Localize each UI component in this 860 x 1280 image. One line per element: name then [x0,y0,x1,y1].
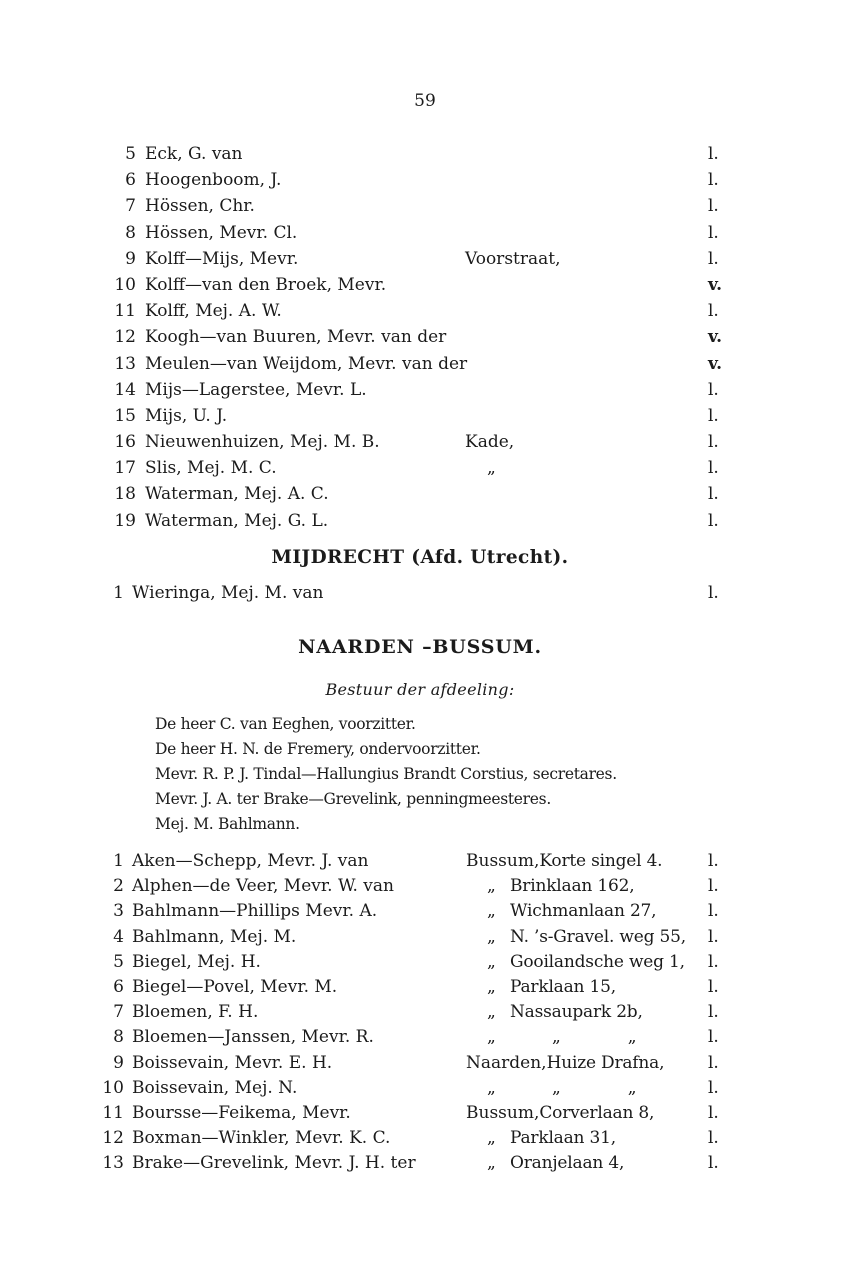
member-name: Waterman, Mej. G. L. [145,510,329,531]
board-title: Bestuur der afdeeling: [325,680,515,699]
member-address: Voorstraat, [465,248,561,269]
member-name: Kolff, Mej. A. W. [145,301,282,322]
member-row [0,141,860,167]
member-number: 16 [114,432,136,453]
member-row [0,481,860,507]
member-name: Waterman, Mej. A. C. [145,484,329,505]
member-name: Brake—Grevelink, Mevr. J. H. ter [132,1153,416,1174]
member-name: Kolff—van den Broek, Mevr. [145,274,387,295]
member-row [0,351,860,377]
member-number: 5 [125,144,136,164]
membership-status: l. [708,170,719,191]
member-row [0,1151,860,1176]
ditto-mark: „ „ [552,1027,637,1048]
address-street: Nassaupark 2b, [510,1002,643,1023]
member-number: 10 [114,274,136,295]
member-row [0,272,860,298]
member-name: Alphen—de Veer, Mevr. W. van [132,876,394,897]
member-row [0,377,860,403]
ditto-mark: „ [487,976,496,997]
membership-status: l. [708,405,719,426]
member-number: 13 [102,1153,124,1174]
member-name: Nieuwenhuizen, Mej. M. B. [145,432,380,453]
member-row [0,167,860,193]
member-row [0,193,860,219]
address-street: Corverlaan 8, [539,1102,655,1123]
member-row [0,874,860,899]
member-row [0,403,860,429]
membership-status: l. [708,1153,719,1174]
member-address [466,874,634,899]
board-member-line: De heer H. N. de Fremery, ondervoorzitter. [155,740,481,758]
member-number: 18 [114,484,136,505]
membership-status: l. [708,458,719,479]
address-street: Brinklaan 162, [510,876,635,897]
member-number: 6 [113,976,124,997]
member-name: Biegel—Povel, Mevr. M. [132,976,338,997]
member-name: Bahlmann, Mej. M. [132,926,297,947]
address-street: Parklaan 31, [510,1128,616,1149]
board-member-line: Mej. M. Bahlmann. [155,815,300,833]
member-row [0,508,860,534]
member-number: 11 [114,301,136,322]
page-number: 59 [414,91,436,111]
ditto-mark: „ [487,1153,496,1174]
member-name: Boursse—Feikema, Mevr. [132,1102,351,1123]
member-number: 4 [113,926,124,947]
member-number: 5 [113,951,124,972]
membership-status: l. [708,901,719,922]
member-number: 13 [114,353,136,374]
member-address [466,1126,616,1151]
address-city: Bussum, [466,851,540,871]
member-row [0,324,860,350]
ditto-mark: „ [487,1128,496,1149]
member-name: Boissevain, Mevr. E. H. [132,1052,333,1073]
member-number: 1 [113,851,124,871]
member-name: Kolff—Mijs, Mevr. [145,248,299,269]
address-street: Parklaan 15, [510,976,616,997]
member-number: 10 [102,1077,124,1098]
membership-status: l. [708,1027,719,1048]
member-address [466,1076,636,1101]
address-street: Korte singel 4. [539,851,663,871]
ditto-mark: „ [487,926,496,947]
member-row [0,220,860,246]
member-number: 2 [113,876,124,897]
member-row [0,1025,860,1050]
membership-status: l. [708,926,719,947]
membership-status: l. [708,951,719,972]
member-list-mijdrecht [0,581,860,606]
member-name: Bloemen—Janssen, Mevr. R. [132,1027,374,1048]
member-row [0,1000,860,1025]
member-row [0,899,860,924]
ditto-mark: „ [487,458,496,479]
membership-status: l. [708,301,719,322]
ditto-mark: „ [487,901,496,922]
member-number: 12 [102,1128,124,1149]
membership-status: l. [708,1077,719,1098]
member-name: Hoogenboom, J. [145,170,282,191]
membership-status: l. [708,379,719,400]
member-name: Boissevain, Mej. N. [132,1077,298,1098]
member-number: 7 [113,1002,124,1023]
member-number: 9 [125,248,136,269]
membership-status: l. [708,432,719,453]
member-row [0,581,860,606]
member-address [466,899,656,924]
member-row [0,455,860,481]
member-name: Biegel, Mej. H. [132,951,261,972]
membership-status: l. [708,222,719,243]
member-number: 3 [113,901,124,922]
member-list-naarden-bussum [0,849,860,1176]
membership-status: l. [708,976,719,997]
member-number: 14 [114,379,136,400]
member-row [0,429,860,455]
section-heading-naarden-bussum: NAARDEN –BUSSUM. [298,636,542,658]
section-heading-mijdrecht: MIJDRECHT (Afd. Utrecht). [271,547,569,568]
member-number: 15 [114,405,136,426]
member-list-continued [0,141,860,534]
ditto-mark: „ [487,876,496,897]
membership-status: l. [708,1052,719,1073]
membership-status: l. [708,196,719,217]
membership-status: l. [708,876,719,897]
membership-status: l. [708,1128,719,1149]
member-number: 19 [114,510,136,531]
member-row [0,1126,860,1151]
ditto-mark: „ [487,1077,496,1098]
member-address [466,849,662,874]
member-name: Hössen, Mevr. Cl. [145,222,298,243]
member-number: 12 [114,327,136,348]
member-name: Wieringa, Mej. M. van [132,583,324,603]
member-address [466,925,686,950]
member-address [466,1051,664,1076]
address-street: Gooilandsche weg 1, [510,951,685,972]
member-name: Slis, Mej. M. C. [145,458,277,479]
membership-status: l. [708,484,719,505]
membership-status: v. [708,274,723,295]
membership-status: l. [708,510,719,531]
member-row [0,925,860,950]
member-name: Aken—Schepp, Mevr. J. van [132,851,369,871]
board-member-list [155,712,617,837]
address-street: Wichmanlaan 27, [510,901,657,922]
board-member-line: De heer C. van Eeghen, voorzitter. [155,715,416,733]
member-name: Mijs, U. J. [145,405,228,426]
membership-status: l. [708,1102,719,1123]
member-row [0,1051,860,1076]
member-address [466,1151,624,1176]
member-address [466,1101,654,1126]
member-name: Eck, G. van [145,144,243,164]
member-row [0,298,860,324]
ditto-mark: „ [487,1027,496,1048]
membership-status: v. [708,327,723,348]
member-name: Hössen, Chr. [145,196,255,217]
address-street: Huize Drafna, [546,1052,665,1073]
member-number: 6 [125,170,136,191]
member-address [466,975,616,1000]
membership-status: l. [708,583,719,603]
member-name: Bloemen, F. H. [132,1002,259,1023]
member-name: Boxman—Winkler, Mevr. K. C. [132,1128,391,1149]
member-row [0,1101,860,1126]
member-row [0,975,860,1000]
member-number: 8 [113,1027,124,1048]
address-city: Bussum, [466,1102,540,1123]
member-address [466,1025,636,1050]
member-number: 8 [125,222,136,243]
membership-status: l. [708,1002,719,1023]
member-address [466,950,685,975]
member-address [466,1000,643,1025]
board-member-line: Mevr. J. A. ter Brake—Grevelink, penningmeesteres. [155,790,551,808]
ditto-mark: „ [487,951,496,972]
member-number: 11 [102,1102,124,1123]
member-row [0,1076,860,1101]
member-name: Bahlmann—Phillips Mevr. A. [132,901,378,922]
membership-status: l. [708,851,719,871]
member-row [0,246,860,272]
member-number: 1 [113,583,124,603]
member-name: Koogh—van Buuren, Mevr. van der [145,327,447,348]
board-member-line: Mevr. R. P. J. Tindal—Hallungius Brandt Corstius, secretares. [155,765,617,783]
membership-status: v. [708,353,723,374]
membership-status: l. [708,248,719,269]
address-street: N. ’s-Gravel. weg 55, [510,926,686,947]
member-number: 9 [113,1052,124,1073]
member-row [0,950,860,975]
member-name: Meulen—van Weijdom, Mevr. van der [145,353,468,374]
ditto-mark: „ „ [552,1077,637,1098]
member-number: 17 [114,458,136,479]
membership-status: l. [708,144,719,164]
member-address: Kade, [465,432,515,453]
member-row [0,849,860,874]
ditto-mark: „ [487,1002,496,1023]
address-city: Naarden, [466,1052,547,1073]
member-number: 7 [125,196,136,217]
member-name: Mijs—Lagerstee, Mevr. L. [145,379,367,400]
address-street: Oranjelaan 4, [510,1153,625,1174]
